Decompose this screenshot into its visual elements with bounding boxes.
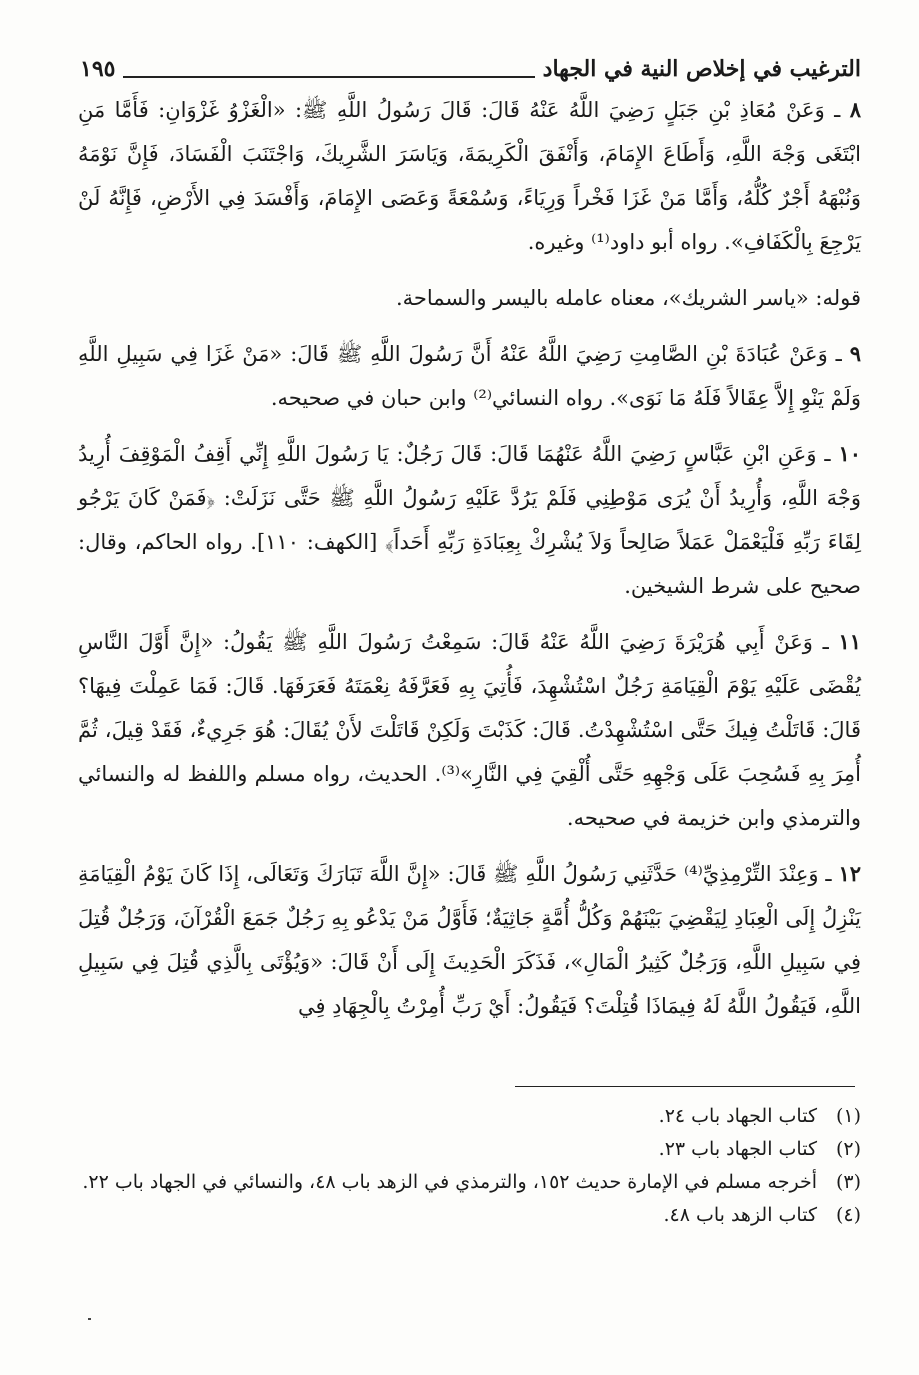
hadith-number: ٨ — [849, 97, 861, 122]
footnote-text: كتاب الجهاد باب ٢٤. — [658, 1105, 817, 1127]
paragraph-text: ـ وَعِنْدَ التِّرْمِذِيِّ⁽⁴⁾ حَدَّثَنِي رَسُولُ اللَّهِ ﷺ قَالَ: «إِنَّ اللَّهَ تَبَارَكَ وَتَعَالَى، إِذَا كَانَ يَوْمُ الْقِيَامَةِ يَنْزِلُ إِلَى الْعِبَادِ لِيَقْضِيَ بَيْنَهُمْ وَكُلُّ أُمَّةٍ جَاثِيَةٌ؛ فَأَوَّلُ مَنْ يَدْعُو بِهِ رَجُلٌ جَمَعَ الْقُرْآنَ، وَرَجُلٌ قُتِلَ فِي سَبِيلِ اللَّهِ، وَرَجُلٌ كَثِيرُ الْمَالِ»، فَذَكَرَ الْحَدِيثَ إِلَى أَنْ قَالَ: «وَيُؤْتَى بِالَّذِي قُتِلَ فِي سَبِيلِ اللَّهِ، فَيَقُولُ اللَّهُ لَهُ فِيمَاذَا قُتِلْتَ؟ فَيَقُولُ: أَيْ رَبِّ أُمِرْتُ بِالْجِهَادِ فِي — [78, 862, 861, 1018]
paragraph-note — [78, 276, 861, 320]
paragraph-9 — [78, 332, 861, 420]
paragraph-text: ـ وَعَنْ عُبَادَةَ بْنِ الصَّامِتِ رَضِيَ اللَّهُ عَنْهُ أَنَّ رَسُولَ اللَّهِ ﷺ قَالَ: «مَنْ غَزَا فِي سَبِيلِ اللَّهِ وَلَمْ يَنْوِ إِلاَّ عِقَالاً فَلَهُ مَا نَوَى». رواه النسائي⁽²⁾ وابن حبان في صحيحه. — [78, 342, 861, 410]
footnote-number: (٤) — [835, 1204, 861, 1226]
page-header — [80, 50, 861, 84]
footnote-text: كتاب الجهاد باب ٢٣. — [658, 1138, 817, 1160]
paragraph-text: ـ وَعَنِ ابْنِ عَبَّاسٍ رَضِيَ اللَّهُ عَنْهُمَا قَالَ: قَالَ رَجُلٌ: يَا رَسُولَ اللَّهِ إِنِّي أَقِفُ الْمَوْقِفَ أُرِيدُ وَجْهَ اللَّهِ، وَأُرِيدُ أَنْ يُرَى مَوْطِنِي فَلَمْ يَرُدَّ عَلَيْهِ رَسُولُ اللَّهِ ﷺ حَتَّى نَزَلَتْ: ﴿فَمَنْ كَانَ يَرْجُو لِقَاءَ رَبِّهِ فَلْيَعْمَلْ عَمَلاً صَالِحاً وَلاَ يُشْرِكْ بِعِبَادَةِ رَبِّهِ أَحَداً﴾ [الكهف: ١١٠]. رواه الحاكم، وقال: صحيح على شرط الشيخين. — [78, 442, 861, 598]
hadith-number: ١٢ — [838, 861, 861, 886]
footnote — [78, 1133, 861, 1166]
footnotes — [78, 1100, 861, 1232]
paragraph-8 — [78, 88, 861, 264]
paragraph-text: قوله: «ياسر الشريك»، معناه عامله باليسر والسماحة. — [395, 286, 861, 310]
footnote-text: أخرجه مسلم في الإمارة حديث ١٥٢، والترمذي في الزهد باب ٤٨، والنسائي في الجهاد باب ٢٢. — [82, 1171, 817, 1193]
scan-mark — [88, 1318, 91, 1320]
footnote — [78, 1199, 861, 1232]
footnote — [78, 1166, 861, 1199]
hadith-number: ٩ — [849, 341, 861, 366]
footnote-number: (٢) — [835, 1138, 861, 1160]
footnote — [78, 1100, 861, 1133]
footnote-number: (١) — [835, 1105, 861, 1127]
hadith-number: ١٠ — [838, 441, 861, 466]
footnote-rule — [515, 1086, 855, 1087]
header-rule — [123, 76, 534, 78]
footnote-number: (٣) — [835, 1171, 861, 1193]
paragraph-10 — [78, 432, 861, 608]
paragraph-12 — [78, 852, 861, 1028]
paragraph-text: ـ وَعَنْ مُعَاذِ بْنِ جَبَلٍ رَضِيَ اللَّهُ عَنْهُ قَالَ: قَالَ رَسُولُ اللَّهِ ﷺ: «الْغَزْوُ غَزْوَانِ: فَأَمَّا مَنِ ابْتَغَى وَجْهَ اللَّهِ، وَأَطَاعَ الإِمَامَ، وَأَنْفَقَ الْكَرِيمَةَ، وَيَاسَرَ الشَّرِيكَ، وَاجْتَنَبَ الْفَسَادَ، فَإِنَّ نَوْمَهُ وَنُبْهَهُ أَجْرٌ كُلُّهُ، وَأَمَّا مَنْ غَزَا فَخْراً وَرِيَاءً، وَسُمْعَةً وَعَصَى الإِمَامَ، وَأَفْسَدَ فِي الأَرْضِ، فَإِنَّهُ لَنْ يَرْجِعَ بِالْكَفَافِ». رواه أبو داود⁽¹⁾ وغيره. — [78, 98, 861, 254]
chapter-title: الترغيب في إخلاص النية في الجهاد — [542, 56, 861, 82]
hadith-number: ١١ — [838, 629, 861, 654]
page-number: ١٩٥ — [80, 56, 116, 82]
paragraph-11 — [78, 620, 861, 840]
paragraph-text: ـ وَعَنْ أَبِي هُرَيْرَةَ رَضِيَ اللَّهُ عَنْهُ قَالَ: سَمِعْتُ رَسُولَ اللَّهِ ﷺ يَقُولُ: «إِنَّ أَوَّلَ النَّاسِ يُقْضَى عَلَيْهِ يَوْمَ الْقِيَامَةِ رَجُلٌ اسْتُشْهِدَ، فَأُتِيَ بِهِ فَعَرَّفَهُ نِعْمَتَهُ فَعَرَفَهَا. قَالَ: فَمَا عَمِلْتَ فِيهَا؟ قَالَ: قَاتَلْتُ فِيكَ حَتَّى اسْتُشْهِدْتُ. قَالَ: كَذَبْتَ وَلَكِنْ قَاتَلْتَ لأَنْ يُقَالَ: هُوَ جَرِيءٌ، فَقَدْ قِيلَ، ثُمَّ أُمِرَ بِهِ فَسُحِبَ عَلَى وَجْهِهِ حَتَّى أُلْقِيَ فِي النَّارِ»⁽³⁾. الحديث، رواه مسلم واللفظ له والنسائي والترمذي وابن خزيمة في صحيحه. — [78, 630, 861, 830]
main-text — [78, 88, 861, 1028]
footnote-text: كتاب الزهد باب ٤٨. — [663, 1204, 817, 1226]
